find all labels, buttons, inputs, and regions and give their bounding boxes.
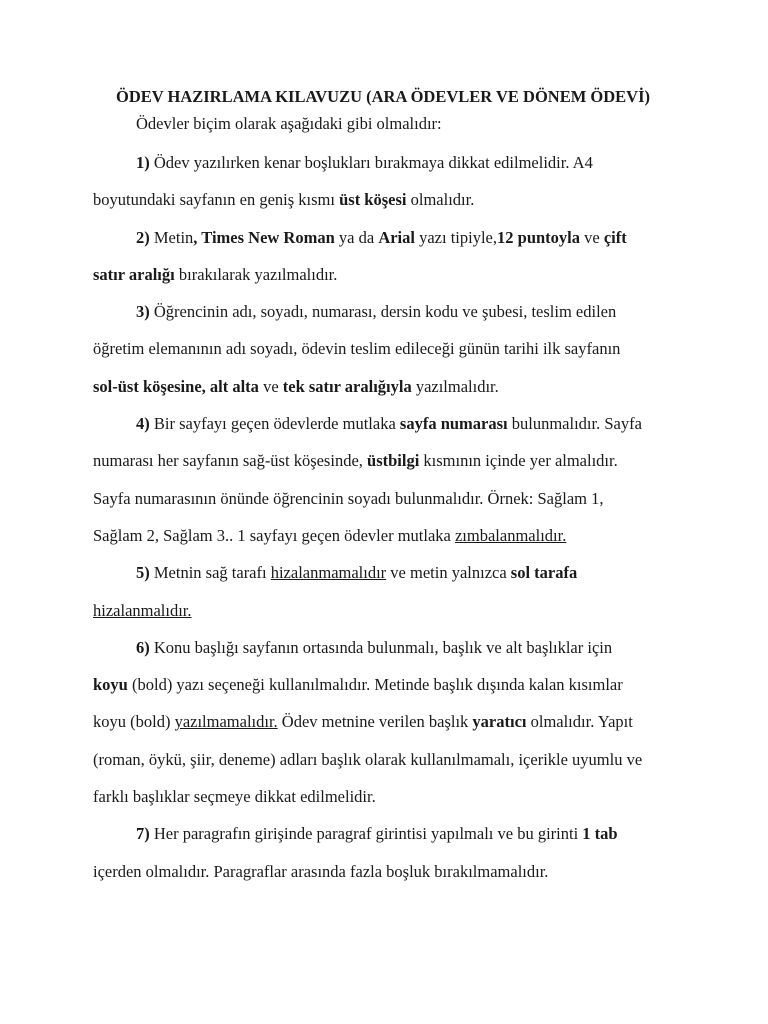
text-segment: Metnin sağ tarafı <box>149 563 271 583</box>
underlined-text: hizalanmamalıdır <box>270 563 387 583</box>
bold-text: sayfa numarası <box>399 414 508 434</box>
text-segment: Konu başlığı sayfanın ortasında bulunmalı, başlık ve alt başlıklar için <box>149 637 613 657</box>
text-segment: yazı tipiyle, <box>414 227 498 247</box>
text-segment: ve <box>258 376 283 396</box>
bold-text: sol-üst köşesine, alt alta <box>93 376 259 396</box>
text-segment: Bir sayfayı geçen ödevlerde mutlaka <box>149 414 400 434</box>
text-segment: ve <box>580 227 604 247</box>
bold-text: koyu <box>93 675 128 695</box>
body-line <box>93 592 673 629</box>
text-segment: bırakılarak yazılmalıdır. <box>174 264 338 284</box>
text-segment: Öğrencinin adı, soyadı, numarası, dersin kodu ve şubesi, teslim edilen <box>149 302 617 322</box>
body-line <box>93 853 673 890</box>
text-segment: Sağlam 2, Sağlam 3.. 1 sayfayı geçen ödevler mutlaka <box>93 525 455 545</box>
bold-text: Arial <box>378 227 415 247</box>
body-line <box>93 144 673 181</box>
intro-paragraph: Ödevler biçim olarak aşağıdaki gibi olmalıdır: <box>136 114 442 133</box>
body-line <box>93 517 673 554</box>
body-line <box>93 778 673 815</box>
bold-text: satır aralığı <box>93 264 175 284</box>
text-segment: bulunmalıdır. Sayfa <box>507 414 642 434</box>
text-segment: koyu (bold) <box>93 712 175 732</box>
body-line <box>93 368 673 405</box>
body-line <box>93 219 673 256</box>
body-line <box>93 554 673 591</box>
text-segment: (roman, öykü, şiir, deneme) adları başlık olarak kullanılmamalı, içerikle uyumlu ve <box>93 749 643 769</box>
text-segment: Ödev metnine verilen başlık <box>277 712 473 732</box>
document-page <box>93 84 673 890</box>
bold-text: , Times New Roman <box>193 227 335 247</box>
text-segment: içerden olmalıdır. Paragraflar arasında fazla boşluk bırakılmamalıdır. <box>93 861 549 881</box>
body-line <box>93 629 673 666</box>
text-segment: boyutundaki sayfanın en geniş kısmı <box>93 190 340 210</box>
text-segment: olmalıdır. Yapıt <box>526 712 633 732</box>
text-segment: ve metin yalnızca <box>386 563 511 583</box>
underlined-text: yazılmamalıdır. <box>174 712 278 732</box>
body-line <box>93 442 673 479</box>
bold-text: 3) <box>136 302 150 322</box>
bold-text: 12 puntoyla <box>497 227 580 247</box>
bold-text: 4) <box>136 414 150 434</box>
bold-text: çift <box>603 227 627 247</box>
text-segment: Metin <box>149 227 194 247</box>
bold-text: sol tarafa <box>510 563 578 583</box>
text-segment: kısmının içinde yer almalıdır. <box>419 451 618 471</box>
text-segment: ya da <box>334 227 379 247</box>
body-line <box>93 703 673 740</box>
body-line <box>93 405 673 442</box>
text-segment: Sayfa numarasının önünde öğrencinin soyadı bulunmalıdır. Örnek: Sağlam 1, <box>93 488 604 508</box>
bold-text: tek satır aralığıyla <box>282 376 412 396</box>
text-segment: numarası her sayfanın sağ-üst köşesinde, <box>93 451 368 471</box>
text-segment: (bold) yazı seçeneği kullanılmalıdır. Metinde başlık dışında kalan kısımlar <box>127 675 623 695</box>
bold-text: 6) <box>136 637 150 657</box>
body-line <box>93 330 673 367</box>
text-segment: öğretim elemanının adı soyadı, ödevin teslim edileceği günün tarihi ilk sayfanın <box>93 339 621 359</box>
bold-text: 7) <box>136 824 150 844</box>
bold-text: 1) <box>136 153 150 172</box>
underlined-text: zımbalanmalıdır. <box>454 525 567 545</box>
body-line <box>93 815 673 852</box>
bold-text: üstbilgi <box>367 451 420 471</box>
text-segment: yazılmalıdır. <box>411 376 499 396</box>
body-line <box>93 666 673 703</box>
body-line <box>93 741 673 778</box>
text-segment: Her paragrafın girişinde paragraf girintisi yapılmalı ve bu girinti <box>149 824 583 844</box>
body-line <box>93 256 673 293</box>
body-line <box>93 181 673 218</box>
underlined-text: hizalanmalıdır. <box>93 600 192 620</box>
bold-text: 5) <box>136 563 150 583</box>
text-segment: Ödev yazılırken kenar boşlukları bırakmaya dikkat edilmelidir. A4 <box>149 153 593 172</box>
document-title: ÖDEV HAZIRLAMA KILAVUZU (ARA ÖDEVLER VE DÖNEM ÖDEVİ) <box>115 87 651 106</box>
body-line <box>93 293 673 330</box>
bold-text: 2) <box>136 227 150 247</box>
text-segment: olmalıdır. <box>406 190 475 210</box>
body-line <box>93 480 673 517</box>
text-segment: farklı başlıklar seçmeye dikkat edilmelidir. <box>93 787 376 807</box>
bold-text: yaratıcı <box>472 712 527 732</box>
bold-text: üst köşesi <box>339 190 407 210</box>
bold-text: 1 tab <box>582 824 618 844</box>
